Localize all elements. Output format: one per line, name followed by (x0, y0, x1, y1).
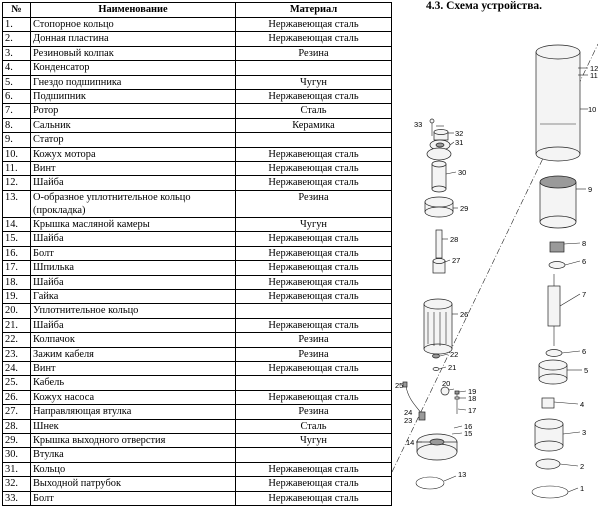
cell-material: Нержавеющая сталь (236, 18, 392, 32)
cell-material: Нержавеющая сталь (236, 491, 392, 505)
cell-material: Нержавеющая сталь (236, 361, 392, 375)
cell-material: Чугун (236, 75, 392, 89)
table-row (3, 61, 392, 75)
cell-material: Резина (236, 46, 392, 60)
parts-table (2, 2, 392, 506)
table-row (3, 261, 392, 275)
callout-9: 9 (588, 185, 593, 194)
callout-25: 25 (395, 381, 404, 390)
cell-number: 8. (3, 118, 31, 132)
cell-material: Нержавеющая сталь (236, 246, 392, 260)
part-8-gland (550, 242, 564, 252)
part-5-bearing-seat (539, 360, 567, 384)
cell-number: 19. (3, 289, 31, 303)
table-header-row (3, 3, 392, 18)
cell-material: Нержавеющая сталь (236, 90, 392, 104)
table-row (3, 162, 392, 176)
callout-15: 15 (464, 429, 473, 438)
cell-name: Шпилька (31, 261, 236, 275)
cell-number: 18. (3, 275, 31, 289)
cell-material: Нержавеющая сталь (236, 462, 392, 476)
cell-material (236, 61, 392, 75)
cell-number: 25. (3, 376, 31, 390)
cell-name: Крышка выходного отверстия (31, 433, 236, 447)
cell-material: Резина (236, 190, 392, 217)
diagram-title: 4.3. Схема устройства. (426, 0, 543, 12)
cell-material: Нержавеющая сталь (236, 275, 392, 289)
cell-number: 16. (3, 246, 31, 260)
cell-material (236, 304, 392, 318)
cell-number: 21. (3, 318, 31, 332)
table-row (3, 390, 392, 404)
callout-3: 3 (582, 428, 587, 437)
table-row (3, 462, 392, 476)
cell-material: Резина (236, 347, 392, 361)
outlet-flange (427, 148, 451, 160)
table-row (3, 232, 392, 246)
table-row (3, 46, 392, 60)
table-row (3, 361, 392, 375)
callout-20: 20 (442, 379, 451, 388)
callout-29: 29 (460, 204, 469, 213)
part-22-cap (433, 354, 440, 358)
cell-name: Выходной патрубок (31, 477, 236, 491)
cell-number: 29. (3, 433, 31, 447)
part-10-motor-casing (536, 45, 580, 161)
cell-material: Нержавеющая сталь (236, 477, 392, 491)
callout-8: 8 (582, 239, 587, 248)
cell-number: 9. (3, 133, 31, 147)
table-row (3, 433, 392, 447)
cell-number: 24. (3, 361, 31, 375)
table-row (3, 118, 392, 132)
cell-name: Кожух мотора (31, 147, 236, 161)
cell-number: 3. (3, 46, 31, 60)
cell-name: Шайба (31, 232, 236, 246)
cell-number: 32. (3, 477, 31, 491)
cell-name: Сальник (31, 118, 236, 132)
cell-number: 26. (3, 390, 31, 404)
table-row (3, 491, 392, 505)
table-row (3, 147, 392, 161)
cell-material: Нержавеющая сталь (236, 162, 392, 176)
table-row (3, 304, 392, 318)
table-row (3, 477, 392, 491)
cell-material: Нержавеющая сталь (236, 390, 392, 404)
cell-number: 6. (3, 90, 31, 104)
table-row (3, 104, 392, 118)
cell-name: Донная пластина (31, 32, 236, 46)
callout-24: 24 (404, 408, 413, 417)
part-20-ring (441, 387, 449, 395)
table-row (3, 405, 392, 419)
cell-material (236, 133, 392, 147)
part-27-guide-sleeve (433, 259, 445, 274)
cell-name: Винт (31, 162, 236, 176)
callout-16: 16 (464, 422, 473, 431)
cell-material: Нержавеющая сталь (236, 318, 392, 332)
callout-23: 23 (404, 416, 413, 425)
cell-material: Нержавеющая сталь (236, 261, 392, 275)
table-row (3, 90, 392, 104)
cell-number: 7. (3, 104, 31, 118)
cell-number: 23. (3, 347, 31, 361)
cell-number: 33. (3, 491, 31, 505)
callout-27: 27 (452, 256, 461, 265)
cell-number: 20. (3, 304, 31, 318)
callout-4: 4 (580, 400, 585, 409)
cell-material (236, 448, 392, 462)
cell-name: О-образное уплотнительное кольцо (прокладка) (31, 190, 236, 217)
callout-21: 21 (448, 363, 457, 372)
cell-material: Чугун (236, 217, 392, 231)
part-2-bottom-plate (536, 459, 560, 469)
table-row (3, 333, 392, 347)
table-row (3, 347, 392, 361)
cell-number: 15. (3, 232, 31, 246)
cell-material: Чугун (236, 433, 392, 447)
cell-material: Сталь (236, 419, 392, 433)
callout-5: 5 (584, 366, 589, 375)
cell-name: Шайба (31, 275, 236, 289)
table-row (3, 190, 392, 217)
cell-number: 2. (3, 32, 31, 46)
cell-number: 14. (3, 217, 31, 231)
cell-number: 10. (3, 147, 31, 161)
cell-name: Подшипник (31, 90, 236, 104)
cell-number: 5. (3, 75, 31, 89)
cell-number: 4. (3, 61, 31, 75)
cell-number: 1. (3, 18, 31, 32)
callout-2: 2 (580, 462, 585, 471)
part-9-stator (540, 176, 576, 228)
cell-number: 30. (3, 448, 31, 462)
cell-material: Нержавеющая сталь (236, 232, 392, 246)
callout-11: 11 (590, 71, 598, 80)
callout-31: 31 (455, 138, 464, 147)
cell-name: Гнездо подшипника (31, 75, 236, 89)
table-row (3, 176, 392, 190)
part-28-screw-auger (436, 230, 442, 258)
table-row (3, 18, 392, 32)
cell-name: Кольцо (31, 462, 236, 476)
table-row (3, 419, 392, 433)
cell-name: Кожух насоса (31, 390, 236, 404)
cell-name: Статор (31, 133, 236, 147)
cell-material: Резина (236, 333, 392, 347)
cell-number: 12. (3, 176, 31, 190)
callout-22: 22 (450, 350, 459, 359)
part-21-washer (433, 368, 439, 371)
cell-name: Уплотнительное кольцо (31, 304, 236, 318)
header-number: № (3, 3, 31, 18)
callout-19: 19 (468, 387, 477, 396)
part-6-bearing-top (549, 262, 565, 269)
table-row (3, 376, 392, 390)
cell-number: 17. (3, 261, 31, 275)
table-row (3, 318, 392, 332)
part-3-rubber-cap (535, 419, 563, 451)
cell-name: Кабель (31, 376, 236, 390)
cell-name: Зажим кабеля (31, 347, 236, 361)
callout-1: 1 (580, 484, 585, 493)
callout-33: 33 (414, 120, 423, 129)
table-row (3, 246, 392, 260)
part-26-pump-casing (424, 299, 452, 354)
table-row (3, 275, 392, 289)
callout-7: 7 (582, 290, 587, 299)
cell-name: Конденсатор (31, 61, 236, 75)
cell-name: Колпачок (31, 333, 236, 347)
header-material: Материал (236, 3, 392, 18)
table-row (3, 32, 392, 46)
cell-material: Нержавеющая сталь (236, 176, 392, 190)
cell-name: Ротор (31, 104, 236, 118)
callout-26: 26 (460, 310, 469, 319)
cell-name: Болт (31, 246, 236, 260)
cell-material: Нержавеющая сталь (236, 147, 392, 161)
cell-name: Втулка (31, 448, 236, 462)
callout-32: 32 (455, 129, 464, 138)
part-33-bolt (430, 119, 434, 136)
part-6-bearing-bottom (546, 350, 562, 357)
part-30-sleeve (432, 161, 446, 192)
cell-number: 11. (3, 162, 31, 176)
part-1-retaining-ring (532, 486, 568, 498)
table-row (3, 217, 392, 231)
cell-name: Крышка масляной камеры (31, 217, 236, 231)
cell-name: Болт (31, 491, 236, 505)
cell-name: Направляющая втулка (31, 405, 236, 419)
cell-material: Нержавеющая сталь (236, 289, 392, 303)
cell-name: Гайка (31, 289, 236, 303)
part-7-rotor (548, 274, 560, 346)
cell-name: Стопорное кольцо (31, 18, 236, 32)
cell-name: Шайба (31, 318, 236, 332)
table-row (3, 448, 392, 462)
cell-number: 13. (3, 190, 31, 217)
part-14-oil-chamber-cover (417, 434, 457, 460)
callout-30: 30 (458, 168, 467, 177)
part-13-o-ring (416, 477, 444, 489)
cell-material (236, 376, 392, 390)
callout-10: 10 (588, 105, 597, 114)
part-29-outlet-cover (425, 197, 453, 217)
callout-28: 28 (450, 235, 459, 244)
cell-material: Нержавеющая сталь (236, 32, 392, 46)
cell-name: Резиновый колпак (31, 46, 236, 60)
cell-material: Резина (236, 405, 392, 419)
header-name: Наименование (31, 3, 236, 18)
cell-number: 27. (3, 405, 31, 419)
cell-material: Керамика (236, 118, 392, 132)
cell-number: 22. (3, 333, 31, 347)
table-row (3, 289, 392, 303)
callout-13: 13 (458, 470, 467, 479)
pump-exploded-diagram (392, 14, 598, 514)
cell-name: Винт (31, 361, 236, 375)
callout-6-top: 6 (582, 257, 587, 266)
cell-number: 31. (3, 462, 31, 476)
part-23-24-cable-clamp (419, 412, 425, 420)
part-4-capacitor (542, 398, 554, 408)
callout-12: 12 (590, 64, 598, 73)
table-row (3, 75, 392, 89)
callout-6-bottom: 6 (582, 347, 587, 356)
cell-number: 28. (3, 419, 31, 433)
parts-17-19-stud-nut (455, 391, 459, 414)
callout-14: 14 (406, 438, 415, 447)
table-row (3, 133, 392, 147)
callout-18: 18 (468, 394, 477, 403)
cell-name: Шнек (31, 419, 236, 433)
cell-name: Шайба (31, 176, 236, 190)
callout-17: 17 (468, 406, 477, 415)
part-32-outlet-pipe (434, 130, 448, 141)
cell-material: Сталь (236, 104, 392, 118)
